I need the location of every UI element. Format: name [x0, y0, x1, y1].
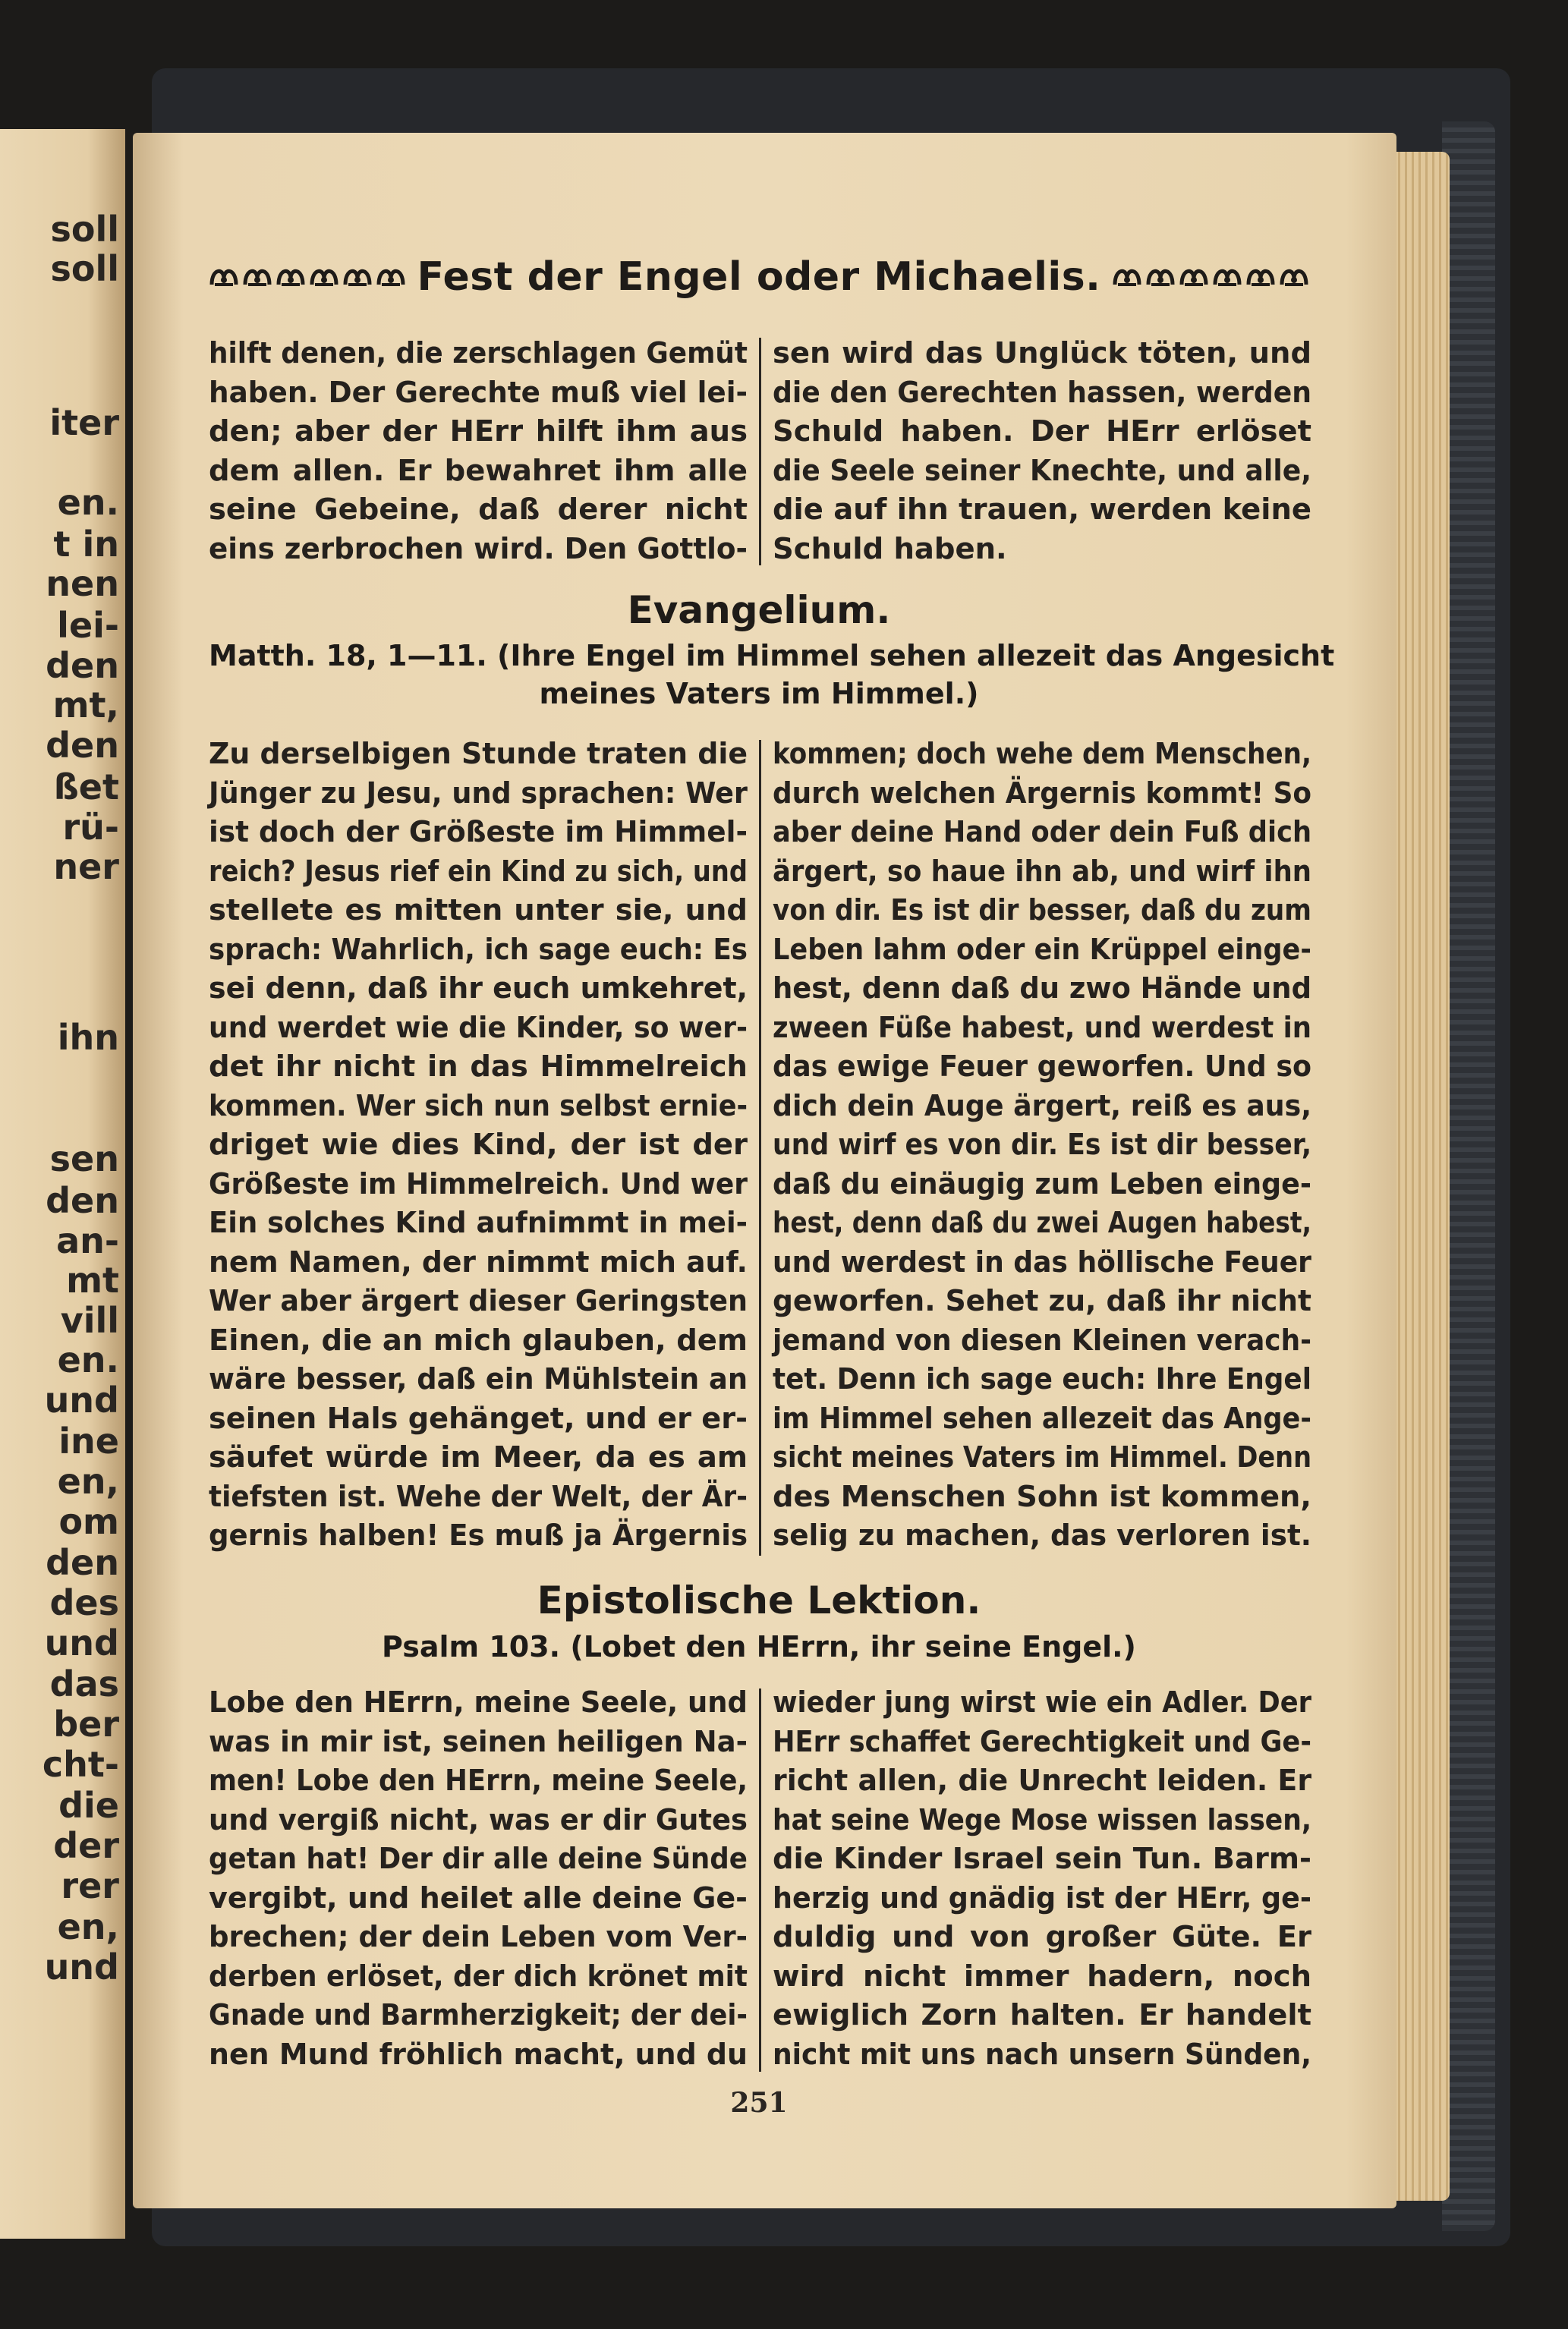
- left-ornament-icon: [209, 262, 406, 292]
- text-line: Gnade und Barmherzigkeit; der dei-: [209, 1998, 748, 2032]
- facing-page-fragment: der: [53, 1825, 119, 1866]
- cover-edge: [1442, 121, 1495, 2231]
- facing-page-fragment: ine: [58, 1421, 119, 1462]
- epistle-title: Epistolische Lektion.: [537, 1578, 981, 1622]
- text-line: säufet würde im Meer, da es am: [209, 1440, 748, 1475]
- text-line: jemand von diesen Kleinen verach-: [773, 1323, 1312, 1358]
- facing-page-fragment: den: [46, 1542, 119, 1583]
- facing-page-fragment: iter: [49, 402, 119, 443]
- left-page-edge: [0, 129, 125, 2239]
- column-rule: [759, 1689, 761, 2072]
- facing-page-fragment: nen: [46, 563, 119, 604]
- text-line: eins zerbrochen wird. Den Gottlo-: [209, 531, 748, 566]
- text-line: ist doch der Größeste im Himmel-: [209, 815, 748, 849]
- facing-page-fragment: en.: [57, 1339, 119, 1380]
- text-line: was in mir ist, seinen heiligen Na-: [209, 1724, 748, 1759]
- text-line: daß du einäugig zum Leben einge-: [773, 1166, 1312, 1201]
- text-line: stellete es mitten unter sie, und: [209, 893, 748, 927]
- facing-page-fragment: t in: [53, 524, 119, 565]
- text-line: seinen Hals gehänget, und er er-: [209, 1401, 748, 1436]
- text-line: hilft denen, die zerschlagen Gemüt: [209, 336, 748, 370]
- text-line: selig zu machen, das verloren ist.: [773, 1519, 1311, 1553]
- gospel-right-column: [773, 735, 1311, 1556]
- text-line: den; aber der HErr hilft ihm aus: [209, 414, 748, 448]
- text-line: dem allen. Er bewahret ihm alle: [209, 453, 748, 488]
- text-line: die Seele seiner Knechte, und alle,: [773, 453, 1311, 488]
- text-line: von dir. Es ist dir besser, daß du zum: [773, 893, 1311, 927]
- text-line: Größeste im Himmelreich. Und wer: [209, 1166, 748, 1201]
- text-line: det ihr nicht in das Himmelreich: [209, 1050, 748, 1084]
- text-line: kommen. Wer sich nun selbst ernie-: [209, 1088, 748, 1123]
- intro-right-column: [773, 334, 1311, 568]
- text-line: Lobe den HErrn, meine Seele, und: [209, 1685, 748, 1720]
- text-line: richt allen, die Unrecht leiden. Er: [773, 1764, 1312, 1798]
- right-ornament-icon: [1112, 262, 1309, 292]
- facing-page-fragment: den: [46, 725, 119, 766]
- facing-page-fragment: lei-: [57, 605, 119, 646]
- text-line: derben erlöset, der dich krönet mit: [209, 1959, 748, 1994]
- facing-page-fragment: ber: [53, 1704, 119, 1745]
- gospel-title: Evangelium.: [627, 588, 891, 632]
- text-line: hest, denn daß du zwo Hände und: [773, 971, 1311, 1006]
- text-line: die den Gerechten hassen, werden: [773, 375, 1311, 410]
- text-line: zween Füße habest, und werdest in: [773, 1010, 1311, 1045]
- text-line: HErr schaffet Gerechtigkeit und Ge-: [773, 1724, 1311, 1759]
- facing-page-fragment: cht-: [42, 1744, 119, 1785]
- facing-page-fragment: soll: [50, 209, 119, 250]
- running-title: Fest der Engel oder Michaelis.: [417, 254, 1101, 300]
- facing-page-fragment: ihn: [57, 1017, 119, 1058]
- text-line: tet. Denn ich sage euch: Ihre Engel: [773, 1362, 1311, 1396]
- text-line: vergibt, und heilet alle deine Ge-: [209, 1881, 748, 1915]
- text-line: tiefsten ist. Wehe der Welt, der Är-: [209, 1479, 748, 1514]
- column-rule: [759, 338, 761, 565]
- facing-page-fragment: rü-: [62, 807, 119, 848]
- facing-page-fragment: die: [58, 1785, 119, 1826]
- facing-page-fragment: den: [46, 645, 119, 686]
- gospel-reference: Matth. 18, 1—11. (Ihre Engel im Himmel sehen allezeit das Angesicht: [209, 639, 1335, 672]
- text-line: geworfen. Sehet zu, daß ihr nicht: [773, 1284, 1311, 1318]
- facing-page-fragment: ßet: [53, 766, 119, 807]
- facing-page-fragment: mt,: [52, 685, 119, 725]
- text-line: Schuld haben.: [773, 531, 1007, 566]
- text-line: Ein solches Kind aufnimmt in mei-: [209, 1206, 748, 1240]
- facing-page-fragment: an-: [56, 1220, 119, 1261]
- text-line: nicht mit uns nach unsern Sünden,: [773, 2037, 1312, 2072]
- text-line: Leben lahm oder ein Krüppel einge-: [773, 932, 1311, 967]
- text-line: durch welchen Ärgernis kommt! So: [773, 776, 1311, 810]
- intro-left-column: [209, 334, 748, 568]
- text-line: wird nicht immer hadern, noch: [773, 1959, 1311, 1994]
- text-line: die Kinder Israel sein Tun. Barm-: [773, 1842, 1312, 1876]
- text-line: sicht meines Vaters im Himmel. Denn: [773, 1440, 1312, 1475]
- facing-page-fragment: mt: [66, 1260, 119, 1301]
- text-line: haben. Der Gerechte muß viel lei-: [209, 375, 748, 410]
- gospel-left-column: [209, 735, 748, 1556]
- text-line: getan hat! Der dir alle deine Sünde: [209, 1842, 748, 1876]
- text-line: driget wie dies Kind, der ist der: [209, 1128, 748, 1162]
- facing-page-fragment: und: [44, 1947, 119, 1988]
- text-line: und wirf es von dir. Es ist dir besser,: [773, 1128, 1312, 1162]
- epistle-reference: Psalm 103. (Lobet den HErrn, ihr seine Engel.): [382, 1630, 1136, 1663]
- text-line: sprach: Wahrlich, ich sage euch: Es: [209, 932, 748, 967]
- text-line: Einen, die an mich glauben, dem: [209, 1323, 748, 1358]
- gospel-reference-cont: meines Vaters im Himmel.): [539, 677, 979, 710]
- text-line: seine Gebeine, daß derer nicht: [209, 493, 748, 527]
- facing-page-fragment: ner: [53, 846, 119, 887]
- text-line: nen Mund fröhlich macht, und du: [209, 2037, 748, 2072]
- text-line: ewiglich Zorn halten. Er handelt: [773, 1998, 1312, 2032]
- text-line: hest, denn daß du zwei Augen habest,: [773, 1206, 1312, 1240]
- text-line: men! Lobe den HErrn, meine Seele,: [209, 1764, 748, 1798]
- text-line: nem Namen, der nimmt mich auf.: [209, 1245, 748, 1279]
- facing-page-fragment: soll: [50, 248, 119, 289]
- epistle-right-column: [773, 1683, 1311, 2074]
- text-line: des Menschen Sohn ist kommen,: [773, 1479, 1311, 1514]
- text-line: und vergiß nicht, was er dir Gutes: [209, 1802, 748, 1837]
- text-line: sei denn, daß ihr euch umkehret,: [209, 971, 748, 1006]
- epistle-left-column: [209, 1683, 748, 2074]
- facing-page-fragment: en.: [57, 482, 119, 523]
- text-line: kommen; doch wehe dem Menschen,: [773, 737, 1311, 771]
- text-line: herzig und gnädig ist der HErr, ge-: [773, 1881, 1311, 1915]
- text-line: reich? Jesus rief ein Kind zu sich, und: [209, 854, 748, 889]
- text-line: Zu derselbigen Stunde traten die: [209, 737, 748, 771]
- text-line: wäre besser, daß ein Mühlstein an: [209, 1362, 748, 1396]
- page-number: 251: [730, 2087, 788, 2119]
- column-rule: [759, 740, 761, 1556]
- facing-page-fragment: des: [49, 1582, 119, 1623]
- text-line: und werdet wie die Kinder, so wer-: [209, 1010, 748, 1045]
- page-header: [209, 247, 1309, 307]
- text-line: gernis halben! Es muß ja Ärgernis: [209, 1519, 748, 1553]
- facing-page-fragment: sen: [49, 1138, 119, 1179]
- facing-page-fragment: vill: [60, 1300, 119, 1341]
- facing-page-fragment: und: [44, 1380, 119, 1421]
- text-line: brechen; der dein Leben vom Ver-: [209, 1920, 748, 1954]
- facing-page-fragment: en,: [57, 1906, 119, 1947]
- text-line: Jünger zu Jesu, und sprachen: Wer: [209, 776, 748, 810]
- text-line: sen wird das Unglück töten, und: [773, 336, 1312, 370]
- text-line: Schuld haben. Der HErr erlöset: [773, 414, 1311, 448]
- text-line: und werdest in das höllische Feuer: [773, 1245, 1311, 1279]
- facing-page-fragment: den: [46, 1180, 119, 1221]
- text-line: wieder jung wirst wie ein Adler. Der: [773, 1685, 1312, 1720]
- text-line: dich dein Auge ärgert, reiß es aus,: [773, 1088, 1312, 1123]
- text-line: duldig und von großer Güte. Er: [773, 1920, 1312, 1954]
- facing-page-fragment: rer: [61, 1865, 119, 1906]
- text-line: hat seine Wege Mose wissen lassen,: [773, 1802, 1312, 1837]
- text-line: die auf ihn trauen, werden keine: [773, 493, 1311, 527]
- text-line: ärgert, so haue ihn ab, und wirf ihn: [773, 854, 1312, 889]
- facing-page-fragment: en,: [57, 1461, 119, 1502]
- text-line: im Himmel sehen allezeit das Ange-: [773, 1401, 1312, 1436]
- text-line: aber deine Hand oder dein Fuß dich: [773, 815, 1312, 849]
- facing-page-fragment: das: [49, 1663, 119, 1704]
- text-line: Wer aber ärgert dieser Geringsten: [209, 1284, 748, 1318]
- text-line: das ewige Feuer geworfen. Und so: [773, 1050, 1312, 1084]
- facing-page-fragment: om: [58, 1501, 119, 1542]
- facing-page-fragment: und: [44, 1622, 119, 1663]
